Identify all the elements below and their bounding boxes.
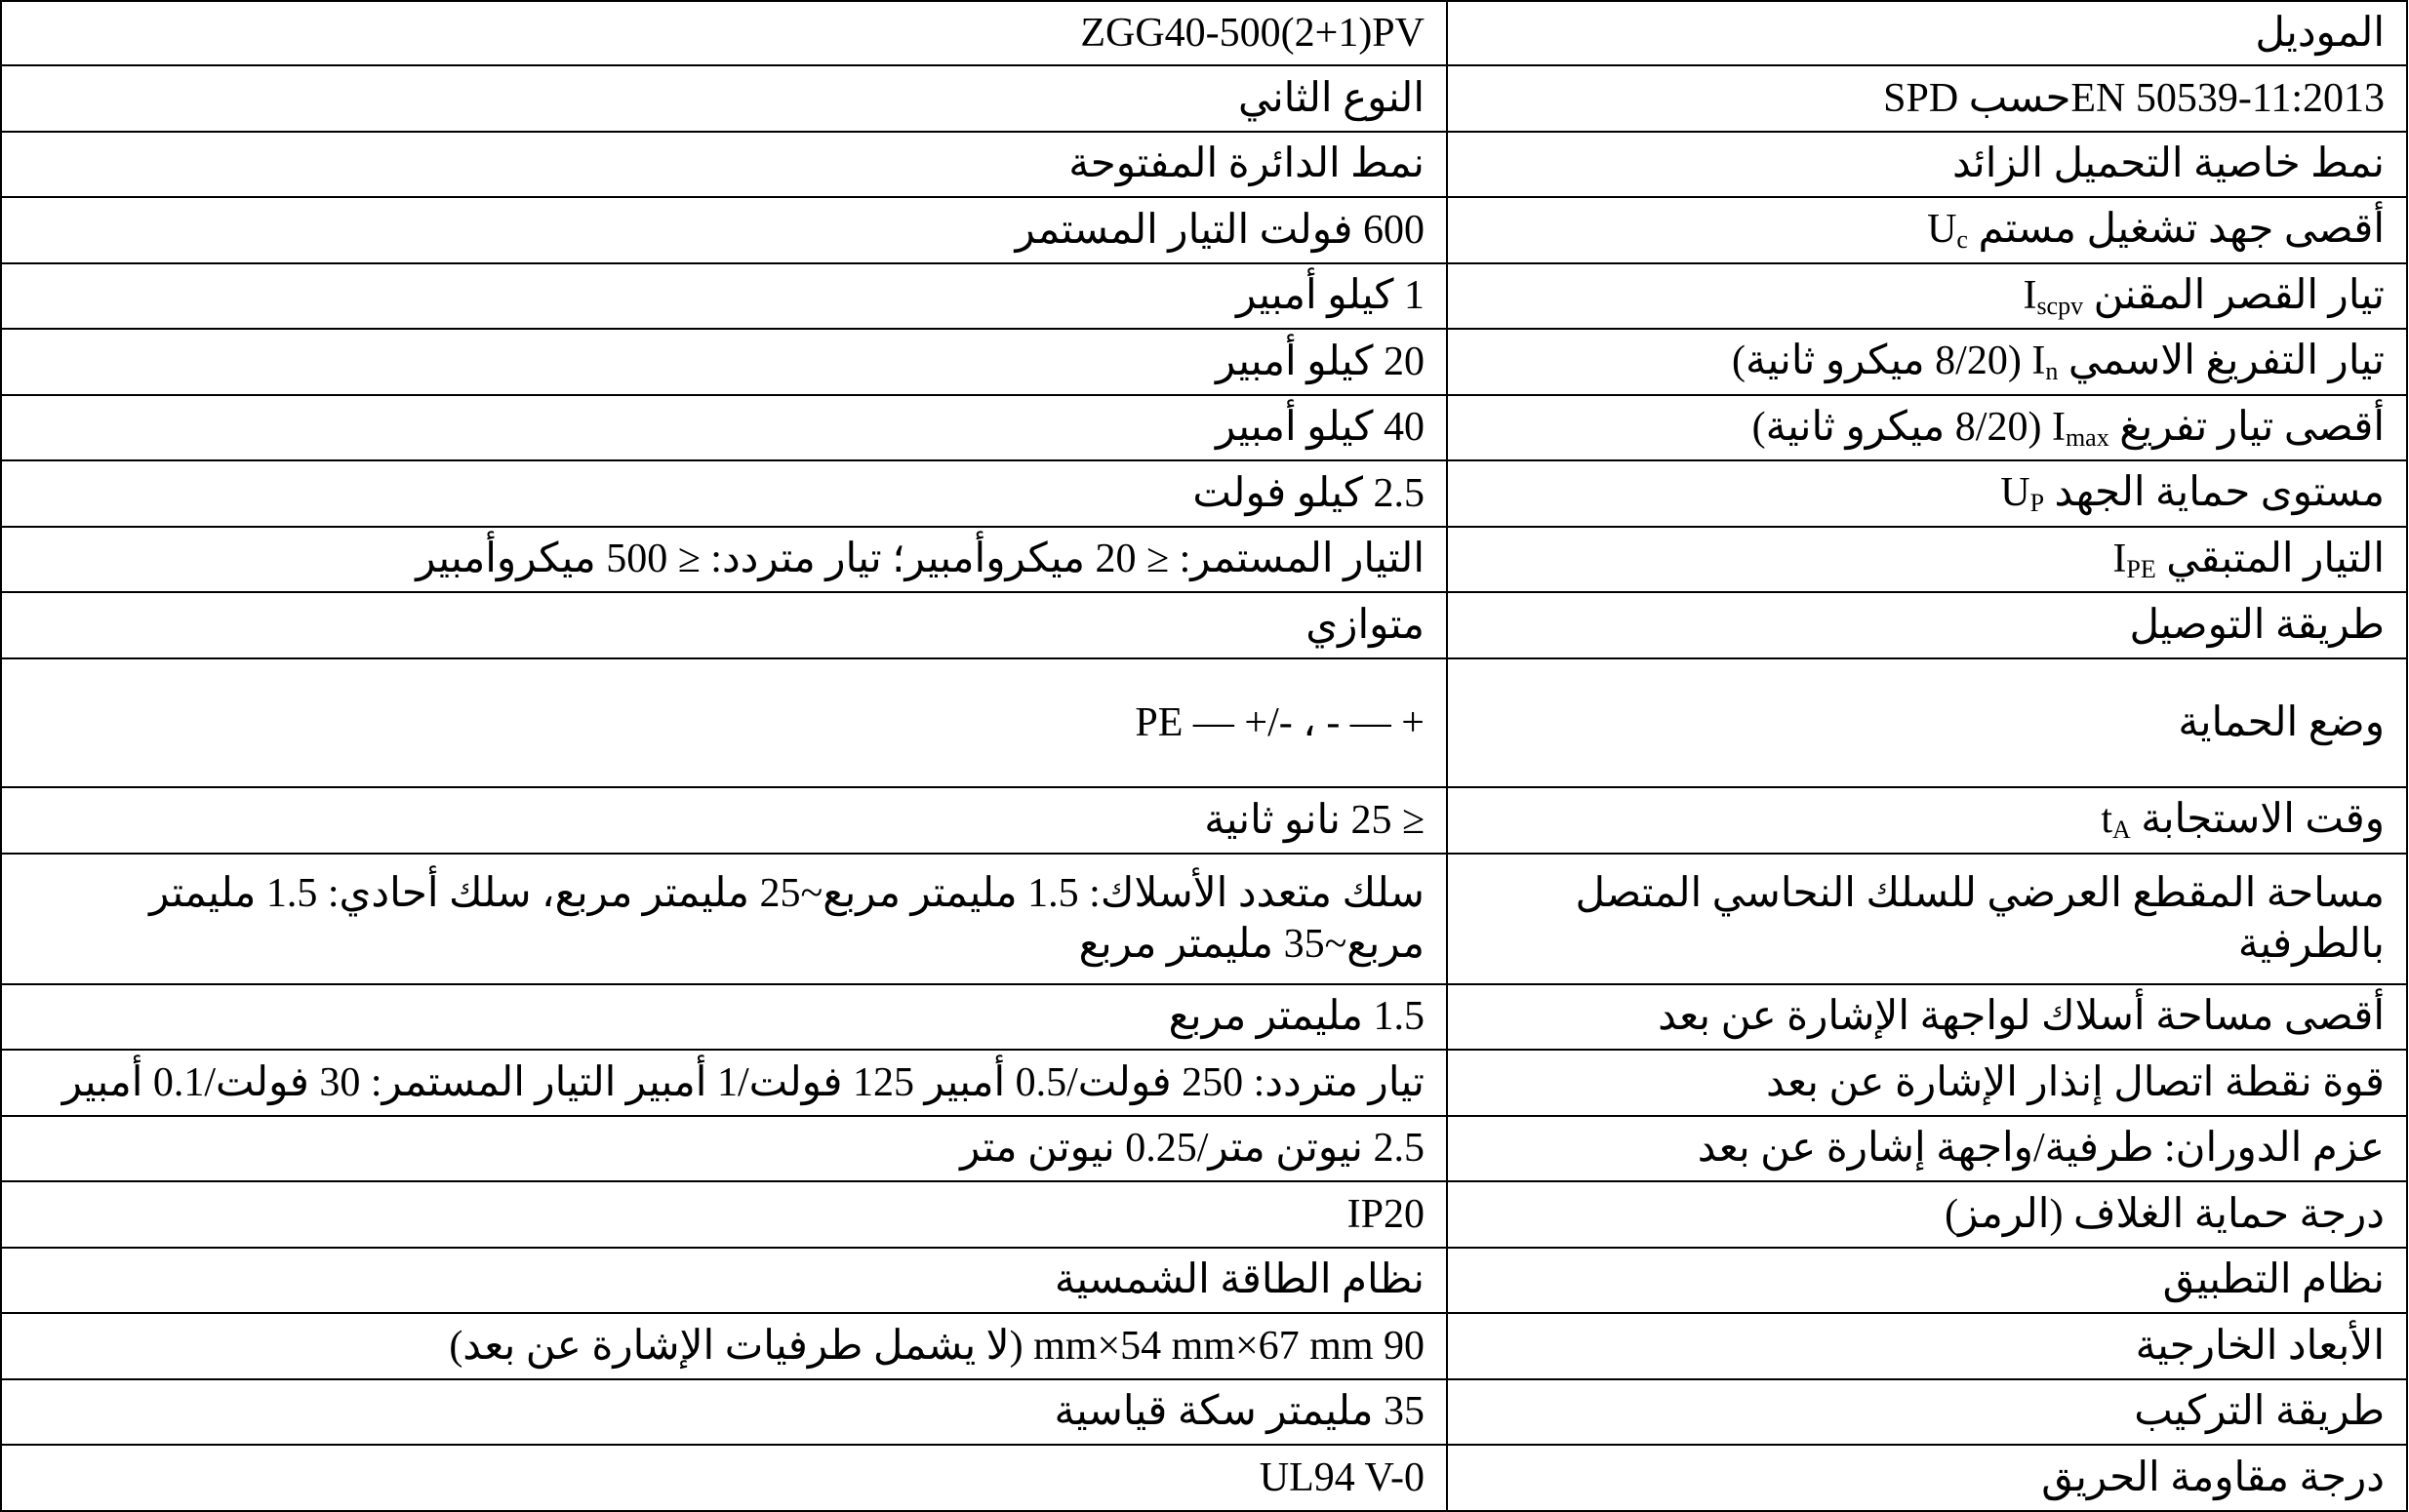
symbol: I	[2031, 338, 2046, 384]
symbol-subscript: A	[2112, 816, 2131, 845]
param-cell	[1447, 197, 2407, 263]
param-text: SPD حسبEN 50539-11:2013	[1883, 75, 2385, 121]
value-text: ZGG40-500(2+1)PV	[1080, 10, 1425, 56]
symbol: U	[1927, 207, 1957, 253]
table-row	[1, 1116, 2407, 1181]
value-cell: 1.5 مليمتر مربع	[1, 984, 1447, 1050]
param-cell: قوة نقطة اتصال إنذار الإشارة عن بعد	[1447, 1050, 2407, 1116]
param-cell: الموديل	[1447, 1, 2407, 65]
symbol-subscript: PE	[2126, 554, 2156, 583]
param-cell	[1447, 527, 2407, 592]
param-cell	[1447, 329, 2407, 395]
value-cell	[1, 1, 1447, 65]
table-row	[1, 1379, 2407, 1445]
table-row	[1, 527, 2407, 592]
value-cell: نظام الطاقة الشمسية	[1, 1248, 1447, 1313]
value-cell: 600 فولت التيار المستمر	[1, 197, 1447, 263]
param-text-suffix: (8/20 ميكرو ثانية)	[1751, 404, 2052, 450]
value-cell: IP20	[1, 1181, 1447, 1248]
table-row	[1, 132, 2407, 197]
value-cell: 20 كيلو أمبير	[1, 329, 1447, 395]
table-row	[1, 1050, 2407, 1116]
table-row	[1, 854, 2407, 984]
param-cell: وضع الحماية	[1447, 658, 2407, 787]
param-text: مستوى حماية الجهد	[2044, 470, 2385, 516]
table-row	[1, 658, 2407, 787]
param-text: تيار التفريغ الاسمي	[2058, 338, 2385, 384]
protection-mode-text: PE — +/- ، - — +	[1135, 699, 1425, 745]
table-row	[1, 1181, 2407, 1248]
param-text: أقصى جهد تشغيل مستم	[1967, 207, 2385, 253]
symbol-subscript: c	[1956, 225, 1968, 255]
param-cell: درجة حماية الغلاف (الرمز)	[1447, 1181, 2407, 1248]
param-cell: أقصى مساحة أسلاك لواجهة الإشارة عن بعد	[1447, 984, 2407, 1050]
param-text: أقصى تيار تفريغ	[2108, 404, 2385, 450]
table-row	[1, 1, 2407, 65]
symbol-subscript: n	[2045, 357, 2059, 386]
table-row	[1, 1248, 2407, 1313]
table-row	[1, 460, 2407, 527]
table-row	[1, 263, 2407, 329]
value-cell: النوع الثاني	[1, 65, 1447, 132]
param-cell: درجة مقاومة الحريق	[1447, 1445, 2407, 1511]
param-text-suffix: (8/20 ميكرو ثانية)	[1731, 338, 2032, 384]
param-cell: مساحة المقطع العرضي للسلك النحاسي المتصل بالطرفية	[1447, 854, 2407, 984]
symbol: I	[2051, 404, 2066, 450]
param-cell: طريقة التوصيل	[1447, 592, 2407, 658]
value-cell	[1, 658, 1447, 787]
symbol-subscript: max	[2065, 422, 2109, 452]
param-cell: الأبعاد الخارجية	[1447, 1313, 2407, 1379]
param-cell	[1447, 460, 2407, 527]
table-row	[1, 984, 2407, 1050]
value-cell: متوازي	[1, 592, 1447, 658]
value-cell: التيار المستمر: ≤ 20 ميكروأمبير؛ تيار متردد: ≤ 500 ميكروأمبير	[1, 527, 1447, 592]
param-cell	[1447, 395, 2407, 460]
param-cell	[1447, 263, 2407, 329]
param-cell: نظام التطبيق	[1447, 1248, 2407, 1313]
table-row	[1, 592, 2407, 658]
param-cell: عزم الدوران: طرفية/واجهة إشارة عن بعد	[1447, 1116, 2407, 1181]
param-text: وقت الاستجابة	[2130, 797, 2385, 843]
table-row	[1, 65, 2407, 132]
symbol: U	[2000, 470, 2030, 516]
symbol: I	[2023, 272, 2037, 318]
symbol: I	[2112, 536, 2127, 581]
table-row	[1, 1445, 2407, 1511]
table-row	[1, 787, 2407, 854]
value-cell: UL94 V-0	[1, 1445, 1447, 1511]
param-cell	[1447, 65, 2407, 132]
symbol: t	[2101, 797, 2113, 843]
table-row	[1, 1313, 2407, 1379]
value-cell: 1 كيلو أمبير	[1, 263, 1447, 329]
param-cell	[1447, 787, 2407, 854]
value-cell: 2.5 نيوتن متر/0.25 نيوتن متر	[1, 1116, 1447, 1181]
value-cell: ≤ 25 نانو ثانية	[1, 787, 1447, 854]
value-cell: 2.5 كيلو فولت	[1, 460, 1447, 527]
value-cell: سلك متعدد الأسلاك: 1.5 مليمتر مربع~25 مليمتر مربع، سلك أحادي: 1.5 مليمتر مربع~35 مليمتر مربع	[1, 854, 1447, 984]
table-row	[1, 395, 2407, 460]
value-cell: 35 مليمتر سكة قياسية	[1, 1379, 1447, 1445]
value-cell: تيار متردد: 250 فولت/0.5 أمبير 125 فولت/1 أمبير التيار المستمر: 30 فولت/0.1 أمبير	[1, 1050, 1447, 1116]
table-row	[1, 329, 2407, 395]
value-cell: 40 كيلو أمبير	[1, 395, 1447, 460]
param-cell: نمط خاصية التحميل الزائد	[1447, 132, 2407, 197]
value-cell: نمط الدائرة المفتوحة	[1, 132, 1447, 197]
table-row	[1, 197, 2407, 263]
param-cell: طريقة التركيب	[1447, 1379, 2407, 1445]
symbol-subscript: P	[2029, 489, 2045, 518]
value-cell: 90 mm×54 mm×67 mm (لا يشمل طرفيات الإشارة عن بعد)	[1, 1313, 1447, 1379]
symbol-subscript: scpv	[2036, 291, 2084, 320]
param-text: التيار المتبقي	[2155, 536, 2385, 581]
param-text: تيار القصر المقنن	[2083, 272, 2385, 318]
